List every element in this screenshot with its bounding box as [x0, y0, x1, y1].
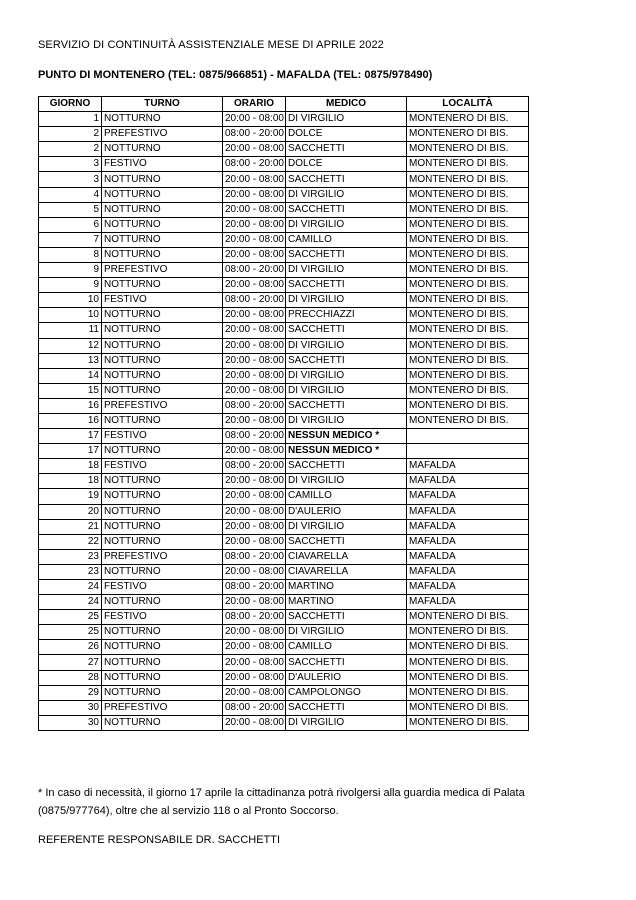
cell-turno: NOTTURNO	[102, 564, 223, 579]
cell-turno: NOTTURNO	[102, 504, 223, 519]
cell-orario: 20:00 - 08:00	[223, 413, 286, 428]
table-row	[39, 323, 529, 338]
cell-turno: NOTTURNO	[102, 655, 223, 670]
cell-medico: SACCHETTI	[286, 202, 407, 217]
table-row	[39, 715, 529, 730]
cell-giorno: 23	[39, 564, 102, 579]
table-row	[39, 308, 529, 323]
cell-orario: 08:00 - 20:00	[223, 157, 286, 172]
cell-localita: MAFALDA	[407, 519, 529, 534]
table-row	[39, 112, 529, 127]
cell-giorno: 15	[39, 383, 102, 398]
cell-turno: PREFESTIVO	[102, 263, 223, 278]
cell-orario: 20:00 - 08:00	[223, 187, 286, 202]
cell-medico: NESSUN MEDICO *	[286, 444, 407, 459]
cell-giorno: 11	[39, 323, 102, 338]
table-row	[39, 142, 529, 157]
cell-localita: MONTENERO DI BIS.	[407, 625, 529, 640]
cell-giorno: 19	[39, 489, 102, 504]
cell-localita: MONTENERO DI BIS.	[407, 715, 529, 730]
table-row	[39, 263, 529, 278]
cell-giorno: 22	[39, 534, 102, 549]
table-row	[39, 232, 529, 247]
cell-orario: 20:00 - 08:00	[223, 444, 286, 459]
footnote-line-2: (0875/977764), oltre che al servizio 118 o al Pronto Soccorso.	[38, 805, 339, 817]
cell-medico: DI VIRGILIO	[286, 112, 407, 127]
cell-medico: SACCHETTI	[286, 700, 407, 715]
cell-giorno: 6	[39, 217, 102, 232]
cell-localita: MAFALDA	[407, 549, 529, 564]
cell-localita: MONTENERO DI BIS.	[407, 278, 529, 293]
cell-orario: 20:00 - 08:00	[223, 278, 286, 293]
cell-orario: 20:00 - 08:00	[223, 715, 286, 730]
table-row	[39, 640, 529, 655]
cell-localita: MONTENERO DI BIS.	[407, 263, 529, 278]
cell-orario: 20:00 - 08:00	[223, 670, 286, 685]
cell-orario: 20:00 - 08:00	[223, 353, 286, 368]
table-row	[39, 534, 529, 549]
cell-giorno: 1	[39, 112, 102, 127]
table-row	[39, 489, 529, 504]
cell-orario: 20:00 - 08:00	[223, 368, 286, 383]
cell-giorno: 27	[39, 655, 102, 670]
column-header-orario: ORARIO	[223, 97, 286, 112]
cell-turno: NOTTURNO	[102, 685, 223, 700]
cell-medico: SACCHETTI	[286, 278, 407, 293]
cell-giorno: 18	[39, 474, 102, 489]
cell-localita	[407, 444, 529, 459]
cell-giorno: 28	[39, 670, 102, 685]
table-row	[39, 353, 529, 368]
cell-turno: FESTIVO	[102, 610, 223, 625]
cell-medico: SACCHETTI	[286, 142, 407, 157]
cell-medico: DOLCE	[286, 157, 407, 172]
cell-orario: 20:00 - 08:00	[223, 685, 286, 700]
table-row	[39, 580, 529, 595]
cell-turno: NOTTURNO	[102, 519, 223, 534]
cell-medico: DI VIRGILIO	[286, 715, 407, 730]
cell-giorno: 10	[39, 308, 102, 323]
table-row	[39, 157, 529, 172]
cell-orario: 08:00 - 20:00	[223, 610, 286, 625]
cell-localita: MONTENERO DI BIS.	[407, 685, 529, 700]
cell-giorno: 8	[39, 247, 102, 262]
cell-medico: DI VIRGILIO	[286, 293, 407, 308]
cell-localita: MONTENERO DI BIS.	[407, 232, 529, 247]
cell-localita: MAFALDA	[407, 534, 529, 549]
table-row	[39, 383, 529, 398]
cell-giorno: 17	[39, 429, 102, 444]
cell-orario: 20:00 - 08:00	[223, 504, 286, 519]
referent-note: REFERENTE RESPONSABILE DR. SACCHETTI	[38, 834, 281, 846]
cell-medico: CAMILLO	[286, 232, 407, 247]
cell-localita	[407, 429, 529, 444]
cell-localita: MONTENERO DI BIS.	[407, 172, 529, 187]
cell-orario: 08:00 - 20:00	[223, 398, 286, 413]
cell-orario: 20:00 - 08:00	[223, 655, 286, 670]
cell-turno: NOTTURNO	[102, 232, 223, 247]
cell-giorno: 23	[39, 549, 102, 564]
cell-turno: FESTIVO	[102, 459, 223, 474]
cell-turno: NOTTURNO	[102, 142, 223, 157]
cell-giorno: 24	[39, 595, 102, 610]
cell-medico: NESSUN MEDICO *	[286, 429, 407, 444]
table-row	[39, 187, 529, 202]
table-row	[39, 413, 529, 428]
cell-giorno: 13	[39, 353, 102, 368]
cell-localita: MONTENERO DI BIS.	[407, 700, 529, 715]
cell-turno: PREFESTIVO	[102, 398, 223, 413]
cell-orario: 20:00 - 08:00	[223, 640, 286, 655]
cell-medico: MARTINO	[286, 580, 407, 595]
cell-orario: 20:00 - 08:00	[223, 112, 286, 127]
cell-medico: MARTINO	[286, 595, 407, 610]
cell-localita: MONTENERO DI BIS.	[407, 640, 529, 655]
cell-localita: MONTENERO DI BIS.	[407, 127, 529, 142]
cell-giorno: 24	[39, 580, 102, 595]
cell-turno: PREFESTIVO	[102, 700, 223, 715]
table-row	[39, 504, 529, 519]
cell-orario: 20:00 - 08:00	[223, 172, 286, 187]
cell-turno: NOTTURNO	[102, 308, 223, 323]
table-row	[39, 338, 529, 353]
cell-medico: SACCHETTI	[286, 172, 407, 187]
cell-giorno: 16	[39, 413, 102, 428]
cell-turno: NOTTURNO	[102, 247, 223, 262]
cell-giorno: 29	[39, 685, 102, 700]
cell-giorno: 18	[39, 459, 102, 474]
cell-orario: 20:00 - 08:00	[223, 217, 286, 232]
cell-medico: CAMILLO	[286, 489, 407, 504]
shift-schedule-table	[38, 96, 529, 731]
cell-turno: FESTIVO	[102, 293, 223, 308]
table-row	[39, 172, 529, 187]
cell-orario: 20:00 - 08:00	[223, 625, 286, 640]
cell-medico: CAMILLO	[286, 640, 407, 655]
cell-localita: MAFALDA	[407, 459, 529, 474]
cell-orario: 20:00 - 08:00	[223, 142, 286, 157]
cell-orario: 20:00 - 08:00	[223, 564, 286, 579]
cell-turno: FESTIVO	[102, 157, 223, 172]
cell-medico: CIAVARELLA	[286, 564, 407, 579]
table-row	[39, 625, 529, 640]
cell-giorno: 25	[39, 625, 102, 640]
cell-medico: DI VIRGILIO	[286, 368, 407, 383]
cell-orario: 20:00 - 08:00	[223, 474, 286, 489]
table-row	[39, 474, 529, 489]
cell-orario: 08:00 - 20:00	[223, 429, 286, 444]
cell-medico: DI VIRGILIO	[286, 413, 407, 428]
cell-localita: MAFALDA	[407, 595, 529, 610]
cell-localita: MONTENERO DI BIS.	[407, 413, 529, 428]
cell-turno: NOTTURNO	[102, 202, 223, 217]
cell-orario: 08:00 - 20:00	[223, 459, 286, 474]
cell-turno: NOTTURNO	[102, 640, 223, 655]
column-header-medico: MEDICO	[286, 97, 407, 112]
cell-turno: NOTTURNO	[102, 112, 223, 127]
cell-giorno: 7	[39, 232, 102, 247]
cell-medico: SACCHETTI	[286, 247, 407, 262]
cell-medico: DI VIRGILIO	[286, 383, 407, 398]
column-header-localita: LOCALITÀ	[407, 97, 529, 112]
cell-orario: 20:00 - 08:00	[223, 489, 286, 504]
cell-localita: MONTENERO DI BIS.	[407, 187, 529, 202]
cell-localita: MONTENERO DI BIS.	[407, 610, 529, 625]
cell-giorno: 2	[39, 127, 102, 142]
table-row	[39, 127, 529, 142]
cell-medico: SACCHETTI	[286, 323, 407, 338]
cell-giorno: 30	[39, 700, 102, 715]
cell-turno: FESTIVO	[102, 429, 223, 444]
cell-giorno: 20	[39, 504, 102, 519]
cell-localita: MONTENERO DI BIS.	[407, 112, 529, 127]
cell-medico: SACCHETTI	[286, 534, 407, 549]
cell-turno: NOTTURNO	[102, 353, 223, 368]
cell-giorno: 21	[39, 519, 102, 534]
cell-medico: SACCHETTI	[286, 459, 407, 474]
table-row	[39, 549, 529, 564]
table-row	[39, 444, 529, 459]
cell-giorno: 2	[39, 142, 102, 157]
cell-orario: 08:00 - 20:00	[223, 127, 286, 142]
page-title: SERVIZIO DI CONTINUITÀ ASSISTENZIALE MESE DI APRILE 2022	[38, 39, 384, 51]
cell-turno: FESTIVO	[102, 580, 223, 595]
cell-medico: DI VIRGILIO	[286, 263, 407, 278]
table-row	[39, 700, 529, 715]
cell-giorno: 3	[39, 157, 102, 172]
table-row	[39, 278, 529, 293]
cell-turno: NOTTURNO	[102, 217, 223, 232]
cell-medico: PRECCHIAZZI	[286, 308, 407, 323]
table-row	[39, 202, 529, 217]
cell-medico: DOLCE	[286, 127, 407, 142]
cell-medico: DI VIRGILIO	[286, 519, 407, 534]
table-row	[39, 217, 529, 232]
cell-medico: D'AULERIO	[286, 504, 407, 519]
cell-orario: 20:00 - 08:00	[223, 383, 286, 398]
page-subtitle: PUNTO DI MONTENERO (TEL: 0875/966851) - MAFALDA (TEL: 0875/978490)	[38, 69, 433, 81]
cell-medico: SACCHETTI	[286, 353, 407, 368]
cell-localita: MAFALDA	[407, 564, 529, 579]
cell-giorno: 30	[39, 715, 102, 730]
cell-giorno: 17	[39, 444, 102, 459]
footnote	[38, 784, 578, 820]
table-header	[39, 97, 529, 112]
cell-medico: CAMPOLONGO	[286, 685, 407, 700]
cell-giorno: 12	[39, 338, 102, 353]
cell-turno: PREFESTIVO	[102, 549, 223, 564]
column-header-giorno: GIORNO	[39, 97, 102, 112]
cell-medico: SACCHETTI	[286, 655, 407, 670]
cell-turno: PREFESTIVO	[102, 127, 223, 142]
cell-medico: DI VIRGILIO	[286, 625, 407, 640]
cell-localita: MONTENERO DI BIS.	[407, 323, 529, 338]
cell-orario: 08:00 - 20:00	[223, 549, 286, 564]
cell-turno: NOTTURNO	[102, 172, 223, 187]
cell-giorno: 9	[39, 278, 102, 293]
footnote-line-1: * In caso di necessità, il giorno 17 aprile la cittadinanza potrà rivolgersi alla guardia medica di Palata	[38, 787, 525, 799]
table-row	[39, 519, 529, 534]
cell-orario: 20:00 - 08:00	[223, 519, 286, 534]
cell-giorno: 4	[39, 187, 102, 202]
cell-localita: MONTENERO DI BIS.	[407, 398, 529, 413]
cell-turno: NOTTURNO	[102, 187, 223, 202]
cell-localita: MONTENERO DI BIS.	[407, 655, 529, 670]
cell-localita: MONTENERO DI BIS.	[407, 157, 529, 172]
cell-giorno: 5	[39, 202, 102, 217]
table-row	[39, 595, 529, 610]
table-row	[39, 610, 529, 625]
cell-medico: DI VIRGILIO	[286, 217, 407, 232]
cell-turno: NOTTURNO	[102, 625, 223, 640]
cell-medico: DI VIRGILIO	[286, 474, 407, 489]
cell-giorno: 14	[39, 368, 102, 383]
table-row	[39, 564, 529, 579]
cell-localita: MONTENERO DI BIS.	[407, 217, 529, 232]
cell-turno: NOTTURNO	[102, 383, 223, 398]
cell-orario: 08:00 - 20:00	[223, 293, 286, 308]
cell-giorno: 9	[39, 263, 102, 278]
cell-turno: NOTTURNO	[102, 323, 223, 338]
cell-orario: 20:00 - 08:00	[223, 534, 286, 549]
cell-turno: NOTTURNO	[102, 534, 223, 549]
cell-localita: MONTENERO DI BIS.	[407, 308, 529, 323]
cell-turno: NOTTURNO	[102, 474, 223, 489]
cell-orario: 20:00 - 08:00	[223, 202, 286, 217]
cell-giorno: 26	[39, 640, 102, 655]
cell-localita: MAFALDA	[407, 504, 529, 519]
table-row	[39, 398, 529, 413]
cell-orario: 20:00 - 08:00	[223, 338, 286, 353]
cell-localita: MONTENERO DI BIS.	[407, 142, 529, 157]
table-row	[39, 459, 529, 474]
cell-localita: MAFALDA	[407, 489, 529, 504]
column-header-turno: TURNO	[102, 97, 223, 112]
cell-giorno: 10	[39, 293, 102, 308]
cell-turno: NOTTURNO	[102, 338, 223, 353]
cell-turno: NOTTURNO	[102, 595, 223, 610]
cell-medico: DI VIRGILIO	[286, 187, 407, 202]
cell-localita: MAFALDA	[407, 580, 529, 595]
cell-turno: NOTTURNO	[102, 489, 223, 504]
cell-turno: NOTTURNO	[102, 413, 223, 428]
table-row	[39, 368, 529, 383]
cell-giorno: 25	[39, 610, 102, 625]
cell-localita: MONTENERO DI BIS.	[407, 353, 529, 368]
cell-orario: 08:00 - 20:00	[223, 263, 286, 278]
cell-giorno: 3	[39, 172, 102, 187]
cell-orario: 20:00 - 08:00	[223, 323, 286, 338]
cell-medico: CIAVARELLA	[286, 549, 407, 564]
cell-localita: MONTENERO DI BIS.	[407, 202, 529, 217]
table-row	[39, 670, 529, 685]
cell-localita: MONTENERO DI BIS.	[407, 293, 529, 308]
cell-localita: MONTENERO DI BIS.	[407, 247, 529, 262]
cell-turno: NOTTURNO	[102, 278, 223, 293]
cell-medico: DI VIRGILIO	[286, 338, 407, 353]
table-row	[39, 685, 529, 700]
table-row	[39, 655, 529, 670]
cell-turno: NOTTURNO	[102, 715, 223, 730]
cell-orario: 08:00 - 20:00	[223, 580, 286, 595]
cell-medico: D'AULERIO	[286, 670, 407, 685]
cell-turno: NOTTURNO	[102, 670, 223, 685]
cell-localita: MONTENERO DI BIS.	[407, 368, 529, 383]
cell-giorno: 16	[39, 398, 102, 413]
cell-orario: 20:00 - 08:00	[223, 232, 286, 247]
table-body	[39, 112, 529, 731]
cell-localita: MAFALDA	[407, 474, 529, 489]
table-header-row	[39, 97, 529, 112]
cell-localita: MONTENERO DI BIS.	[407, 383, 529, 398]
cell-medico: SACCHETTI	[286, 398, 407, 413]
cell-localita: MONTENERO DI BIS.	[407, 338, 529, 353]
table-row	[39, 293, 529, 308]
table-row	[39, 247, 529, 262]
table-row	[39, 429, 529, 444]
cell-medico: SACCHETTI	[286, 610, 407, 625]
cell-orario: 20:00 - 08:00	[223, 595, 286, 610]
cell-orario: 08:00 - 20:00	[223, 700, 286, 715]
cell-orario: 20:00 - 08:00	[223, 308, 286, 323]
cell-localita: MONTENERO DI BIS.	[407, 670, 529, 685]
cell-turno: NOTTURNO	[102, 368, 223, 383]
cell-turno: NOTTURNO	[102, 444, 223, 459]
cell-orario: 20:00 - 08:00	[223, 247, 286, 262]
